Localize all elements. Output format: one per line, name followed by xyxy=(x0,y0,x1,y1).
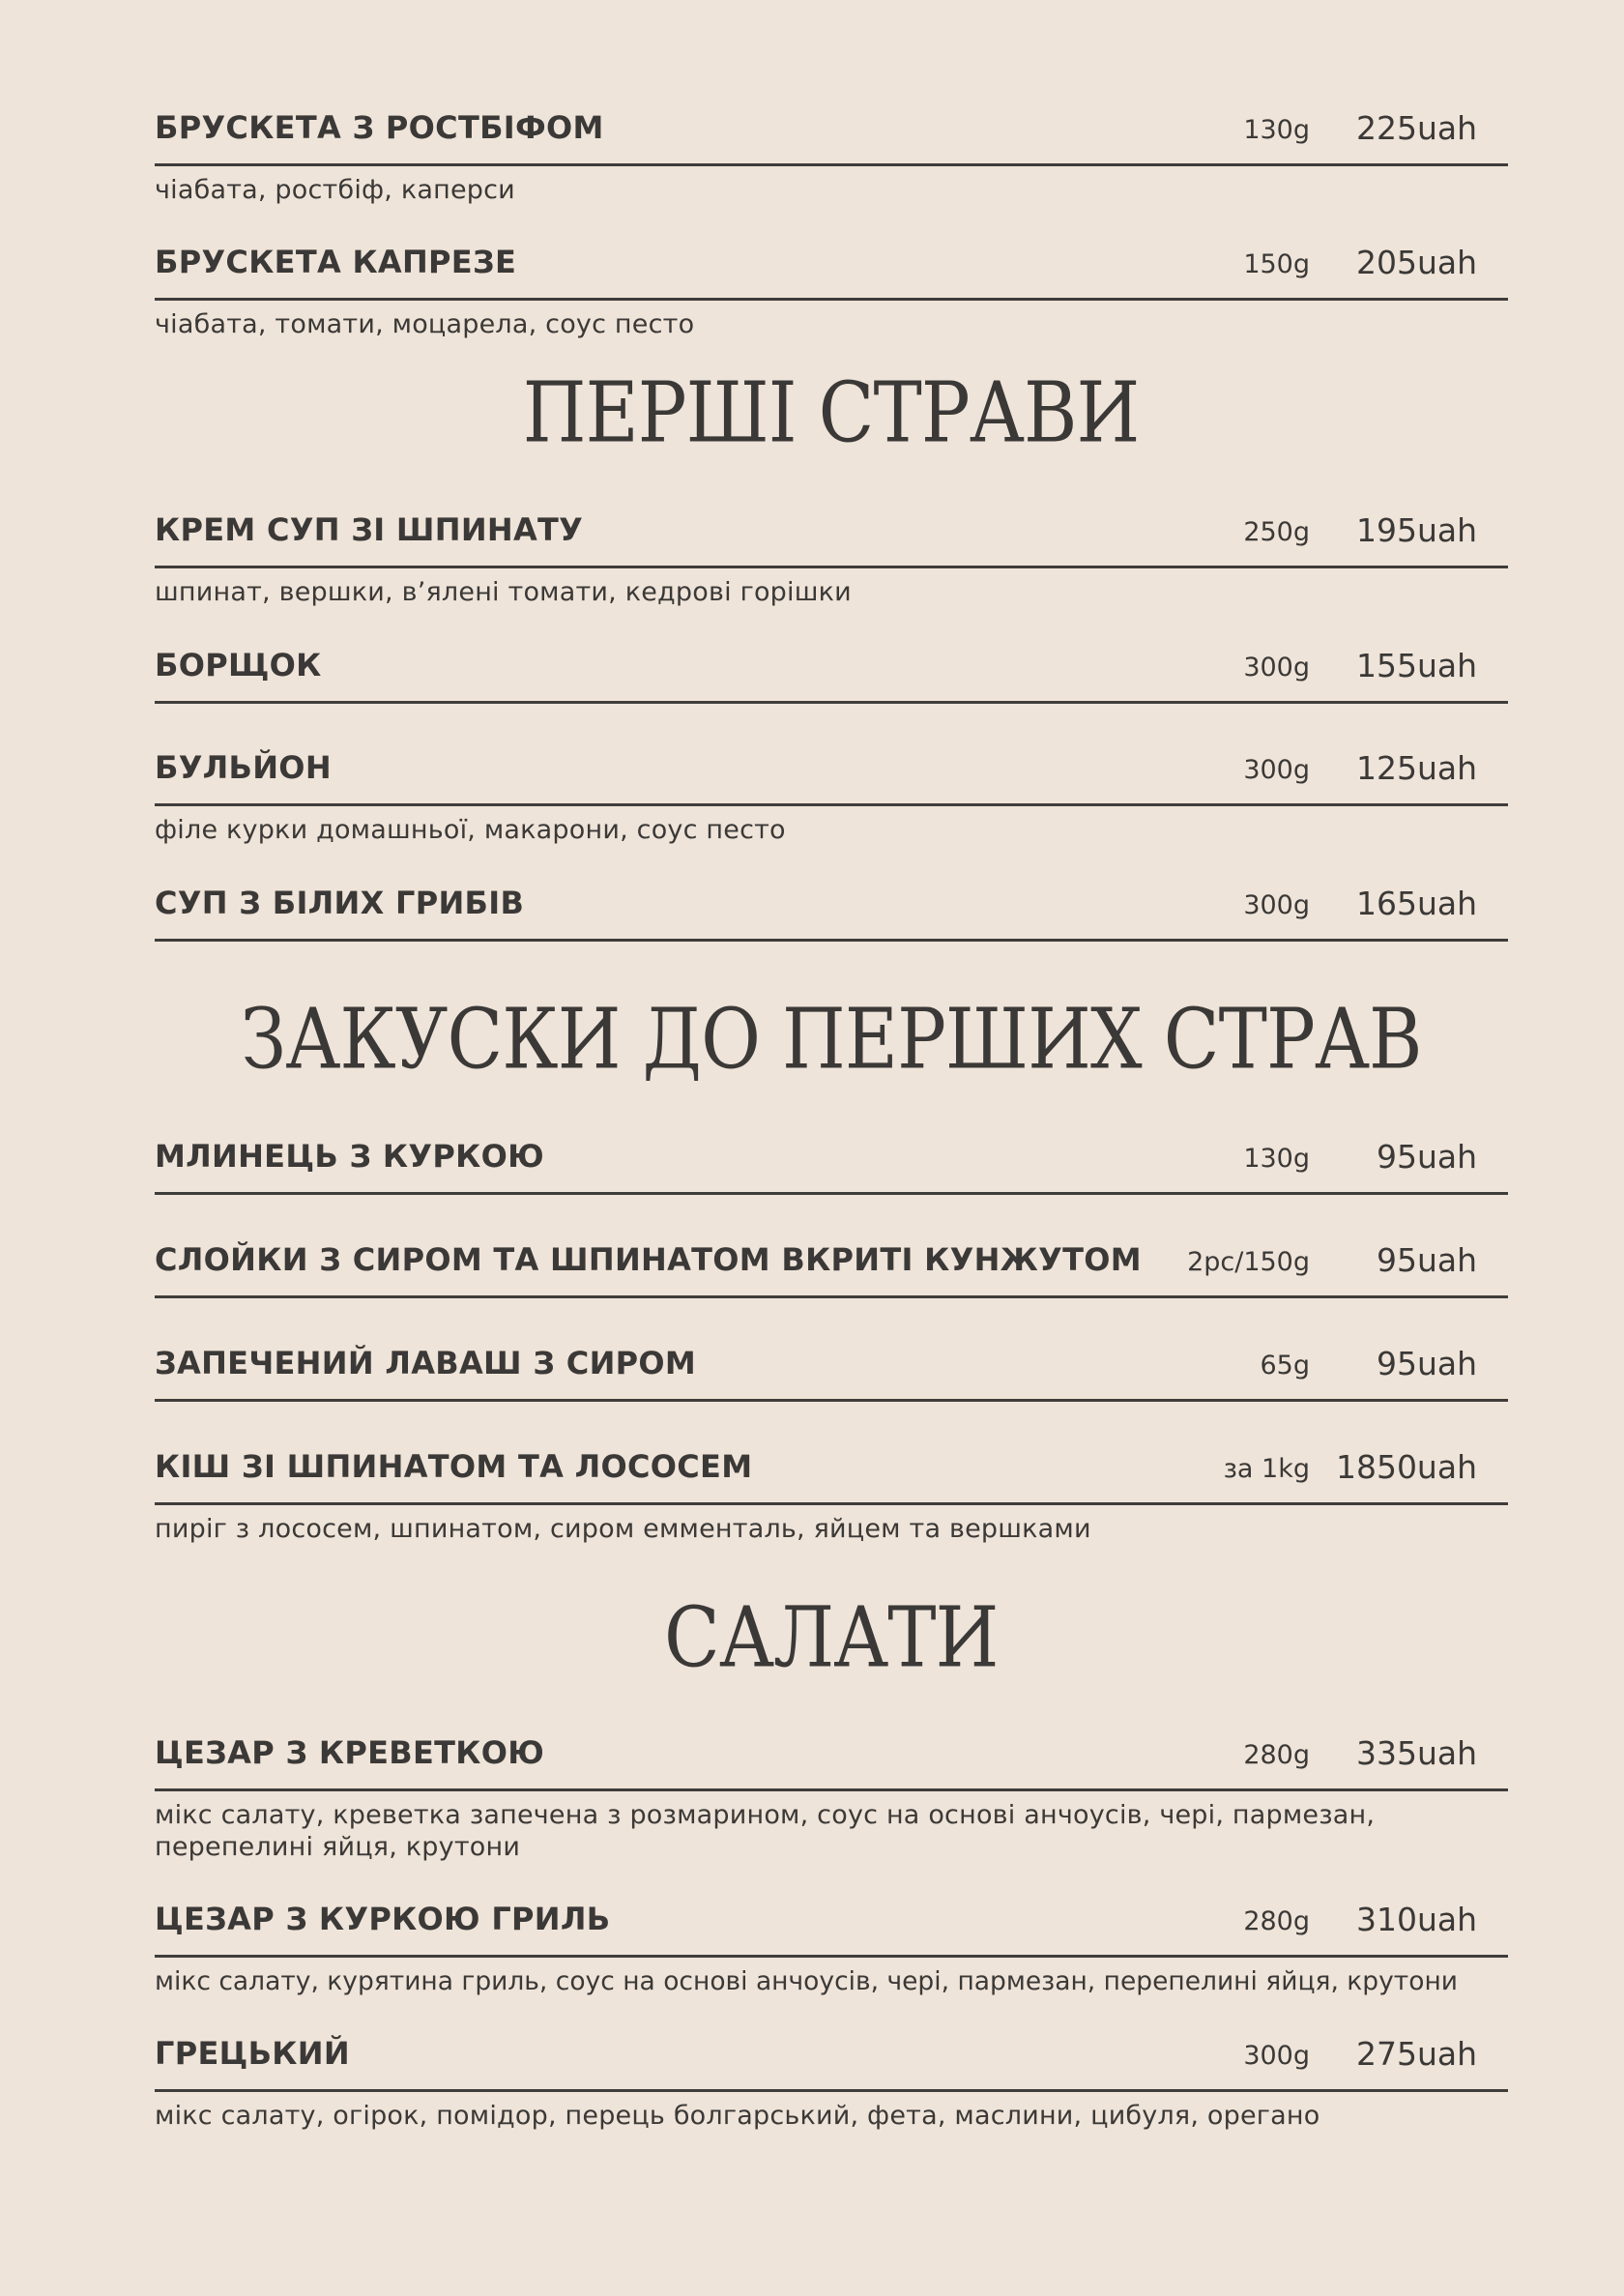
item-price: 275uah xyxy=(1355,2035,1477,2073)
menu-item-row xyxy=(155,513,1508,568)
menu-item xyxy=(155,1450,1508,1545)
menu-item xyxy=(155,1347,1508,1402)
menu-item-row xyxy=(155,1450,1508,1505)
item-weight: 130g xyxy=(1243,115,1310,145)
item-weight: 65g xyxy=(1260,1351,1310,1381)
menu-item xyxy=(155,246,1508,340)
item-price: 95uah xyxy=(1376,1241,1477,1279)
section-title-text: ЗАКУСКИ ДО ПЕРШИХ СТРАВ xyxy=(241,991,1422,1089)
item-price: 155uah xyxy=(1355,647,1477,684)
item-weight: 150g xyxy=(1243,249,1310,279)
section-title-snacks xyxy=(0,992,1624,1089)
item-name: ЗАПЕЧЕНИЙ ЛАВАШ З СИРОМ xyxy=(155,1345,697,1381)
menu-item-row xyxy=(155,1140,1508,1195)
item-price: 165uah xyxy=(1355,885,1477,922)
item-description: мікс салату, огірок, помідор, перець болгарський, фета, маслини, цибуля, орегано xyxy=(155,2101,1320,2131)
item-weight: 300g xyxy=(1243,755,1310,785)
item-description: філе курки домашньої, макарони, соус песто xyxy=(155,815,786,845)
menu-item xyxy=(155,513,1508,608)
item-price: 95uah xyxy=(1376,1138,1477,1176)
item-weight: 250g xyxy=(1243,517,1310,547)
item-price: 310uah xyxy=(1355,1901,1477,1938)
menu-item-row xyxy=(155,649,1508,704)
item-price: 205uah xyxy=(1355,244,1477,281)
item-name: БРУСКЕТА З РОСТБІФОМ xyxy=(155,109,604,146)
item-price: 125uah xyxy=(1355,749,1477,787)
item-weight: 280g xyxy=(1243,1740,1310,1770)
item-name: КРЕМ СУП ЗІ ШПИНАТУ xyxy=(155,511,584,548)
menu-item xyxy=(155,886,1508,942)
menu-item-row xyxy=(155,751,1508,806)
item-name: ЦЕЗАР З КРЕВЕТКОЮ xyxy=(155,1734,545,1771)
menu-item xyxy=(155,649,1508,704)
menu-item xyxy=(155,1243,1508,1298)
item-name: БОРЩОК xyxy=(155,647,322,683)
section-title-text: САЛАТИ xyxy=(664,1589,999,1687)
section-title-text: ПЕРШІ СТРАВИ xyxy=(523,364,1140,462)
item-name: ЦЕЗАР З КУРКОЮ ГРИЛЬ xyxy=(155,1901,611,1937)
menu-item-row xyxy=(155,2037,1508,2092)
menu-item-row xyxy=(155,1243,1508,1298)
section-title-first-courses xyxy=(0,365,1624,462)
item-name: МЛИНЕЦЬ З КУРКОЮ xyxy=(155,1138,544,1175)
menu-item xyxy=(155,2037,1508,2132)
item-weight: 300g xyxy=(1243,653,1310,683)
item-price: 95uah xyxy=(1376,1345,1477,1382)
menu-item-row xyxy=(155,1347,1508,1402)
menu-item-row xyxy=(155,1903,1508,1958)
item-name: СЛОЙКИ З СИРОМ ТА ШПИНАТОМ ВКРИТІ КУНЖУТОМ xyxy=(155,1241,1142,1278)
item-description: мікс салату, курятина гриль, соус на основі анчоусів, чері, пармезан, перепелині яйця, крутони xyxy=(155,1966,1458,1996)
item-weight: 280g xyxy=(1243,1906,1310,1936)
item-description: чіабата, томати, моцарела, соус песто xyxy=(155,309,695,339)
menu-item xyxy=(155,751,1508,846)
item-description: пиріг з лососем, шпинатом, сиром емменталь, яйцем та вершками xyxy=(155,1514,1091,1544)
item-description: шпинат, вершки, в’ялені томати, кедрові горішки xyxy=(155,577,852,607)
item-price: 195uah xyxy=(1355,511,1477,549)
menu-item xyxy=(155,1903,1508,1997)
menu-item xyxy=(155,1736,1508,1863)
menu-item-row xyxy=(155,1736,1508,1791)
menu-item xyxy=(155,111,1508,206)
item-name: ГРЕЦЬКИЙ xyxy=(155,2035,350,2072)
item-name: СУП З БІЛИХ ГРИБІВ xyxy=(155,885,525,921)
menu-item-row xyxy=(155,111,1508,166)
item-price: 335uah xyxy=(1355,1734,1477,1772)
item-weight: 130g xyxy=(1243,1144,1310,1174)
item-weight: 300g xyxy=(1243,890,1310,920)
item-name: БУЛЬЙОН xyxy=(155,749,332,786)
menu-item-row xyxy=(155,886,1508,942)
item-description: чіабата, ростбіф, каперси xyxy=(155,175,515,205)
section-title-salads xyxy=(0,1590,1624,1687)
item-name: БРУСКЕТА КАПРЕЗЕ xyxy=(155,244,517,280)
menu-item-row xyxy=(155,246,1508,301)
item-price: 1850uah xyxy=(1335,1448,1477,1486)
item-weight: 2pc/150g xyxy=(1187,1247,1310,1277)
menu-item xyxy=(155,1140,1508,1195)
item-price: 225uah xyxy=(1355,109,1477,147)
item-name: КІШ ЗІ ШПИНАТОМ ТА ЛОСОСЕМ xyxy=(155,1448,753,1485)
item-weight: за 1kg xyxy=(1223,1454,1310,1484)
item-description: мікс салату, креветка запечена з розмарином, соус на основі анчоусів, чері, пармезан, перепелині яйця, крутони xyxy=(155,1800,1376,1862)
item-weight: 300g xyxy=(1243,2041,1310,2071)
